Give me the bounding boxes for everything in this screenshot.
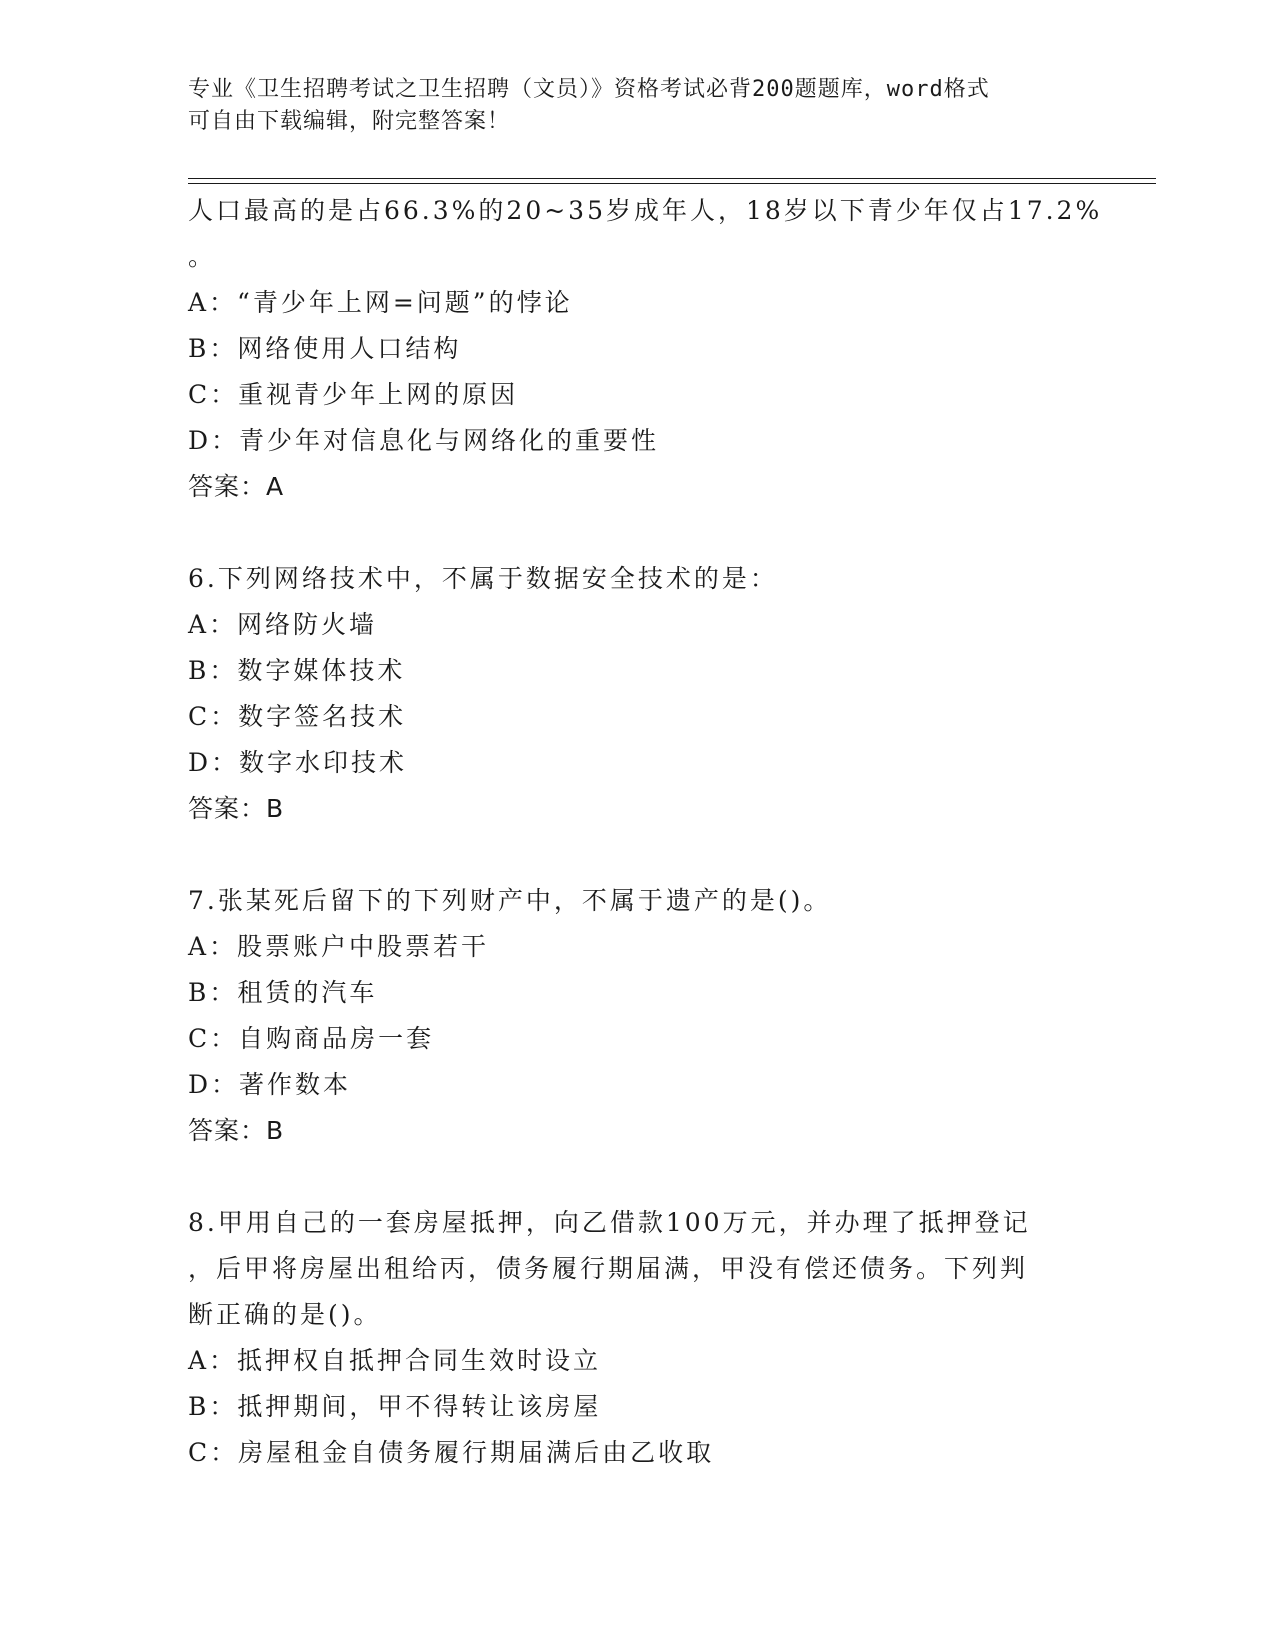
question-8 bbox=[188, 1200, 1088, 1476]
question-stem-line: ，后甲将房屋出租给丙，债务履行期届满，甲没有偿还债务。下列判 bbox=[188, 1254, 1029, 1283]
spacer bbox=[188, 510, 1088, 556]
option-c: C：自购商品房一套 bbox=[188, 1024, 435, 1053]
option-a: A：抵押权自抵押合同生效时设立 bbox=[188, 1346, 602, 1375]
option-d: D：著作数本 bbox=[188, 1070, 352, 1099]
question-stem-line: 人口最高的是占66.3%的20~35岁成年人，18岁以下青少年仅占17.2% bbox=[188, 196, 1103, 225]
question-stem: 6.下列网络技术中，不属于数据安全技术的是： bbox=[188, 564, 778, 593]
option-d: D：数字水印技术 bbox=[188, 748, 408, 777]
answer-label: 答案：B bbox=[188, 794, 285, 823]
answer-label: 答案：A bbox=[188, 472, 285, 501]
header-line-2: 可自由下载编辑，附完整答案！ bbox=[188, 109, 511, 134]
question-stem-line: 。 bbox=[188, 242, 217, 271]
option-c: C：房屋租金自债务履行期届满后由乙收取 bbox=[188, 1438, 715, 1467]
spacer bbox=[188, 832, 1088, 878]
option-a: A：股票账户中股票若干 bbox=[188, 932, 490, 961]
question-7 bbox=[188, 878, 1088, 1154]
question-stem-line: 断正确的是()。 bbox=[188, 1300, 382, 1329]
option-c: C：数字签名技术 bbox=[188, 702, 407, 731]
question-stem: 7.张某死后留下的下列财产中，不属于遗产的是()。 bbox=[188, 886, 832, 915]
option-b: B：网络使用人口结构 bbox=[188, 334, 462, 363]
answer-label: 答案：B bbox=[188, 1116, 285, 1145]
question-stem-line: 8.甲用自己的一套房屋抵押，向乙借款100万元，并办理了抵押登记 bbox=[188, 1208, 1031, 1237]
option-c: C：重视青少年上网的原因 bbox=[188, 380, 519, 409]
question-5 bbox=[188, 188, 1103, 510]
header-line-1: 专业《卫生招聘考试之卫生招聘（文员）》资格考试必背200题题库，word格式 bbox=[188, 77, 990, 102]
option-a: A：“青少年上网=问题”的悖论 bbox=[188, 288, 573, 317]
spacer bbox=[188, 1154, 1088, 1200]
question-list bbox=[188, 188, 1103, 1476]
option-b: B：租赁的汽车 bbox=[188, 978, 378, 1007]
header-divider-top bbox=[188, 178, 1156, 179]
option-b: B：数字媒体技术 bbox=[188, 656, 406, 685]
question-6 bbox=[188, 556, 1088, 832]
option-b: B：抵押期间，甲不得转让该房屋 bbox=[188, 1392, 602, 1421]
header-divider-bottom bbox=[188, 183, 1156, 184]
document-header bbox=[188, 74, 1108, 138]
option-a: A：网络防火墙 bbox=[188, 610, 378, 639]
option-d: D：青少年对信息化与网络化的重要性 bbox=[188, 426, 660, 455]
